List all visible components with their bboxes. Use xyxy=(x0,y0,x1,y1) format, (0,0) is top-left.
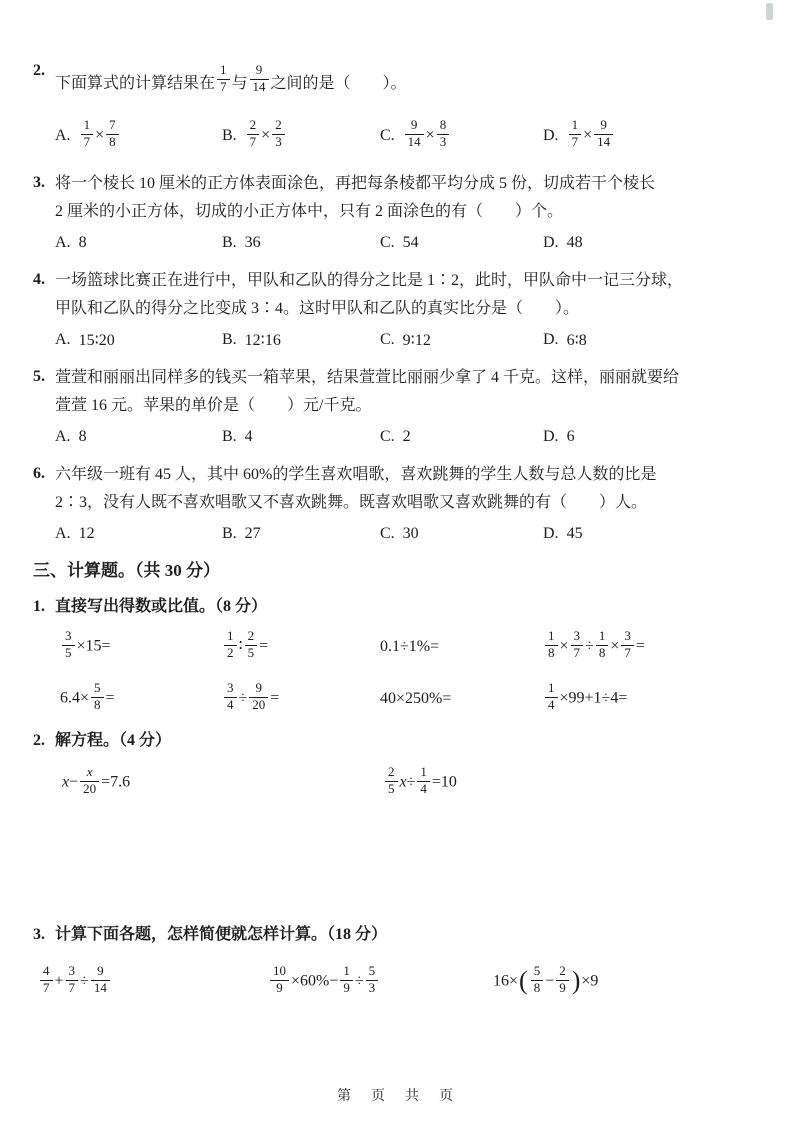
option-label: C. xyxy=(380,331,395,348)
question-stem-line: 萱萱和丽丽出同样多的钱买一箱苹果，结果萱萱比丽丽少拿了 4 千克。这样，丽丽就要给 xyxy=(55,369,680,386)
calc-expression: $\frac{1}{4}$ ×99+1÷4= xyxy=(543,683,755,715)
question-stem-line: 2 厘米的小正方体，切成的小正方体中，只有 2 面涂色的有（ ）个。 xyxy=(55,203,564,220)
fraction: $\frac{x}{20}$ xyxy=(80,765,99,797)
subquestion-title: 解方程。（4 分） xyxy=(55,732,172,749)
calc-expression: $\frac{10}{9}$ ×60%− $\frac{1}{9}$ ÷ $\frac{5}{3}$ xyxy=(268,966,493,998)
calc-expression: $\frac{1}{8}$ × $\frac{3}{7}$ ÷ $\frac{1}{8}$ × $\frac{3}{7}$ = xyxy=(543,631,755,663)
option-value: 6∶8 xyxy=(566,332,587,349)
question-number: 6. xyxy=(33,465,45,482)
option-a xyxy=(55,525,222,543)
option-label: A. xyxy=(55,331,71,348)
option-label: C. xyxy=(380,525,395,542)
option-a xyxy=(55,117,222,152)
calc-expression: 40×250%= xyxy=(380,690,452,707)
big-paren: ) xyxy=(571,966,581,995)
fraction: $\frac{9}{20}$ xyxy=(249,681,268,713)
fraction: $\frac{3}{7}$ xyxy=(66,964,79,996)
equation: x− $\frac{x}{20}$ =7.6 xyxy=(62,764,131,796)
subquestion-title: 计算下面各题，怎样简便就怎样计算。（18 分） xyxy=(55,926,388,943)
option-a xyxy=(55,234,222,252)
option-value: 9∶12 xyxy=(402,332,431,349)
equations-row xyxy=(62,758,755,808)
option-value: 12 xyxy=(78,525,95,542)
option-label: D. xyxy=(543,428,559,445)
option-label: D. xyxy=(543,127,559,144)
fraction: $\frac{5}{3}$ xyxy=(366,964,379,996)
mental-calc-row-1 xyxy=(60,624,755,670)
fraction: $\frac{1}{7}$ xyxy=(81,118,94,150)
subquestion-1-heading xyxy=(33,594,755,620)
options-row xyxy=(55,520,755,548)
fraction: $\frac{9}{14}$ xyxy=(594,118,613,150)
option-b xyxy=(222,428,380,446)
calc-expression: $\frac{4}{7}$ + $\frac{3}{7}$ ÷ $\frac{9}{14}$ xyxy=(38,966,268,998)
question-stem-line: 甲队和乙队的得分之比变成 3∶4。这时甲队和乙队的真实比分是（ ）。 xyxy=(55,300,580,317)
option-value: 8 xyxy=(78,428,87,445)
options-row xyxy=(55,326,755,354)
subquestion-2-heading xyxy=(33,728,755,754)
question-4 xyxy=(33,267,755,354)
equation: $\frac{2}{5}$ x÷ $\frac{1}{4}$ =10 xyxy=(383,767,755,799)
fraction: $\frac{1}{9}$ xyxy=(340,964,353,996)
fraction: $\frac{7}{8}$ xyxy=(106,118,119,150)
option-label: B. xyxy=(222,525,237,542)
option-a xyxy=(55,428,222,446)
option-b xyxy=(222,330,380,350)
big-paren: ( xyxy=(519,966,528,995)
fraction: $\frac{4}{7}$ xyxy=(40,964,53,996)
option-label: A. xyxy=(55,525,71,542)
options-row xyxy=(55,112,755,160)
fraction: $\frac{2}{3}$ xyxy=(272,118,285,150)
option-label: C. xyxy=(380,234,395,251)
work-space xyxy=(33,808,755,916)
question-stem-line: 六年级一班有 45 人，其中 60%的学生喜欢唱歌，喜欢跳舞的学生人数与总人数的比是 xyxy=(55,466,657,483)
question-stem-line: 一场篮球比赛正在进行中，甲队和乙队的得分之比是 1∶2，此时，甲队命中一记三分球， xyxy=(55,272,684,289)
option-math: $\frac{2}{7}$ × $\frac{2}{3}$ xyxy=(245,120,287,152)
option-label: A. xyxy=(55,127,71,144)
question-stem-line: 2∶3，没有人既不喜欢唱歌又不喜欢跳舞。既喜欢唱歌又喜欢跳舞的有（ ）人。 xyxy=(55,494,648,511)
option-value: 54 xyxy=(402,234,419,251)
option-value: 8 xyxy=(78,234,87,251)
calc-expression: $\frac{3}{5}$ ×15= xyxy=(60,631,222,663)
mental-calc-row-2 xyxy=(60,676,755,722)
option-value: 48 xyxy=(566,234,583,251)
option-value: 30 xyxy=(402,525,419,542)
option-value: 12∶16 xyxy=(244,332,281,349)
option-c xyxy=(380,117,543,152)
calc-expression: 16×( $\frac{5}{8}$ − $\frac{2}{9}$ )×9 xyxy=(493,963,599,995)
fraction: $\frac{1}{8}$ xyxy=(545,629,558,661)
fraction: $\frac{2}{5}$ xyxy=(385,765,398,797)
fraction: $\frac{9}{14}$ xyxy=(405,118,424,150)
option-label: D. xyxy=(543,331,559,348)
option-label: C. xyxy=(380,428,395,445)
subquestion-number: 1. xyxy=(33,598,45,615)
question-5 xyxy=(33,364,755,451)
subquestion-number: 3. xyxy=(33,926,45,943)
option-b xyxy=(222,525,380,543)
question-number: 4. xyxy=(33,271,45,288)
option-label: B. xyxy=(222,428,237,445)
option-c xyxy=(380,330,543,350)
option-value: 36 xyxy=(244,234,261,251)
fraction: $\frac{2}{5}$ xyxy=(245,629,258,661)
calculation-section xyxy=(33,558,755,1008)
question-stem: 下面算式的计算结果在 $\frac{1}{7}$ 与 $\frac{9}{14}$ 之间的是（ ）。 xyxy=(55,62,407,94)
option-label: A. xyxy=(55,234,71,251)
calc-expression: $\frac{3}{4}$ ÷ $\frac{9}{20}$ = xyxy=(222,683,380,715)
calc-expression: $\frac{1}{2}$ ∶ $\frac{2}{5}$ = xyxy=(222,631,380,663)
scan-artifact-mark xyxy=(766,3,773,20)
fraction: $\frac{3}{4}$ xyxy=(224,681,237,713)
fraction: $\frac{8}{3}$ xyxy=(437,118,450,150)
question-2 xyxy=(33,58,755,160)
fraction: $\frac{5}{8}$ xyxy=(531,964,544,996)
option-b xyxy=(222,234,380,252)
option-value: 45 xyxy=(566,525,583,542)
option-label: B. xyxy=(222,234,237,251)
option-d xyxy=(543,525,755,543)
fraction: $\frac{2}{9}$ xyxy=(556,964,569,996)
option-label: A. xyxy=(55,428,71,445)
fraction: $\frac{9}{14}$ xyxy=(250,63,269,95)
options-row xyxy=(55,423,755,451)
fraction: $\frac{9}{14}$ xyxy=(91,964,110,996)
fraction: $\frac{1}{7}$ xyxy=(569,118,582,150)
question-3 xyxy=(33,170,755,257)
fraction: $\frac{1}{7}$ xyxy=(217,63,230,95)
option-d xyxy=(543,330,755,350)
multiple-choice-section xyxy=(33,58,755,548)
fraction: $\frac{5}{8}$ xyxy=(91,681,104,713)
subquestion-3-heading xyxy=(33,922,755,948)
option-label: B. xyxy=(222,127,237,144)
calc-expression: 6.4× $\frac{5}{8}$ = xyxy=(60,680,115,712)
option-a xyxy=(55,330,222,350)
option-c xyxy=(380,234,543,252)
fraction: $\frac{1}{8}$ xyxy=(596,629,609,661)
question-number: 3. xyxy=(33,174,45,191)
options-row xyxy=(55,229,755,257)
option-value: 27 xyxy=(244,525,261,542)
subquestion-title: 直接写出得数或比值。（8 分） xyxy=(55,598,268,615)
fraction: $\frac{3}{7}$ xyxy=(621,629,634,661)
option-math: $\frac{9}{14}$ × $\frac{8}{3}$ xyxy=(403,120,452,152)
question-number: 5. xyxy=(33,368,45,385)
option-math: $\frac{1}{7}$ × $\frac{9}{14}$ xyxy=(567,120,616,152)
option-math: $\frac{1}{7}$ × $\frac{7}{8}$ xyxy=(79,120,121,152)
section-three-heading: 三、计算题。（共 30 分） xyxy=(33,561,220,580)
fraction: $\frac{3}{5}$ xyxy=(62,629,75,661)
question-stem-line: 萱萱 16 元。苹果的单价是（ ）元/千克。 xyxy=(55,397,372,414)
option-label: D. xyxy=(543,234,559,251)
calc-expression: 0.1÷1%= xyxy=(380,638,440,655)
question-stem-line: 将一个棱长 10 厘米的正方体表面涂色，再把每条棱都平均分成 5 份，切成若干个棱长 xyxy=(55,175,656,192)
fraction: $\frac{3}{7}$ xyxy=(571,629,584,661)
simplify-calc-row xyxy=(38,956,755,1008)
option-value: 4 xyxy=(244,428,253,445)
option-value: 2 xyxy=(402,428,411,445)
fraction: $\frac{10}{9}$ xyxy=(270,964,289,996)
option-value: 6 xyxy=(566,428,575,445)
option-label: B. xyxy=(222,331,237,348)
option-c xyxy=(380,525,543,543)
option-value: 15∶20 xyxy=(78,332,115,349)
fraction: $\frac{1}{4}$ xyxy=(417,765,430,797)
fraction: $\frac{2}{7}$ xyxy=(247,118,260,150)
option-label: C. xyxy=(380,127,395,144)
option-c xyxy=(380,428,543,446)
option-d xyxy=(543,234,755,252)
fraction: $\frac{1}{2}$ xyxy=(224,629,237,661)
option-d xyxy=(543,117,755,152)
question-number: 2. xyxy=(33,62,45,79)
question-6 xyxy=(33,461,755,548)
fraction: $\frac{1}{4}$ xyxy=(545,681,558,713)
option-d xyxy=(543,428,755,446)
option-label: D. xyxy=(543,525,559,542)
option-b xyxy=(222,117,380,152)
page-footer: 第 页 共 页 xyxy=(337,1087,456,1103)
subquestion-number: 2. xyxy=(33,732,45,749)
